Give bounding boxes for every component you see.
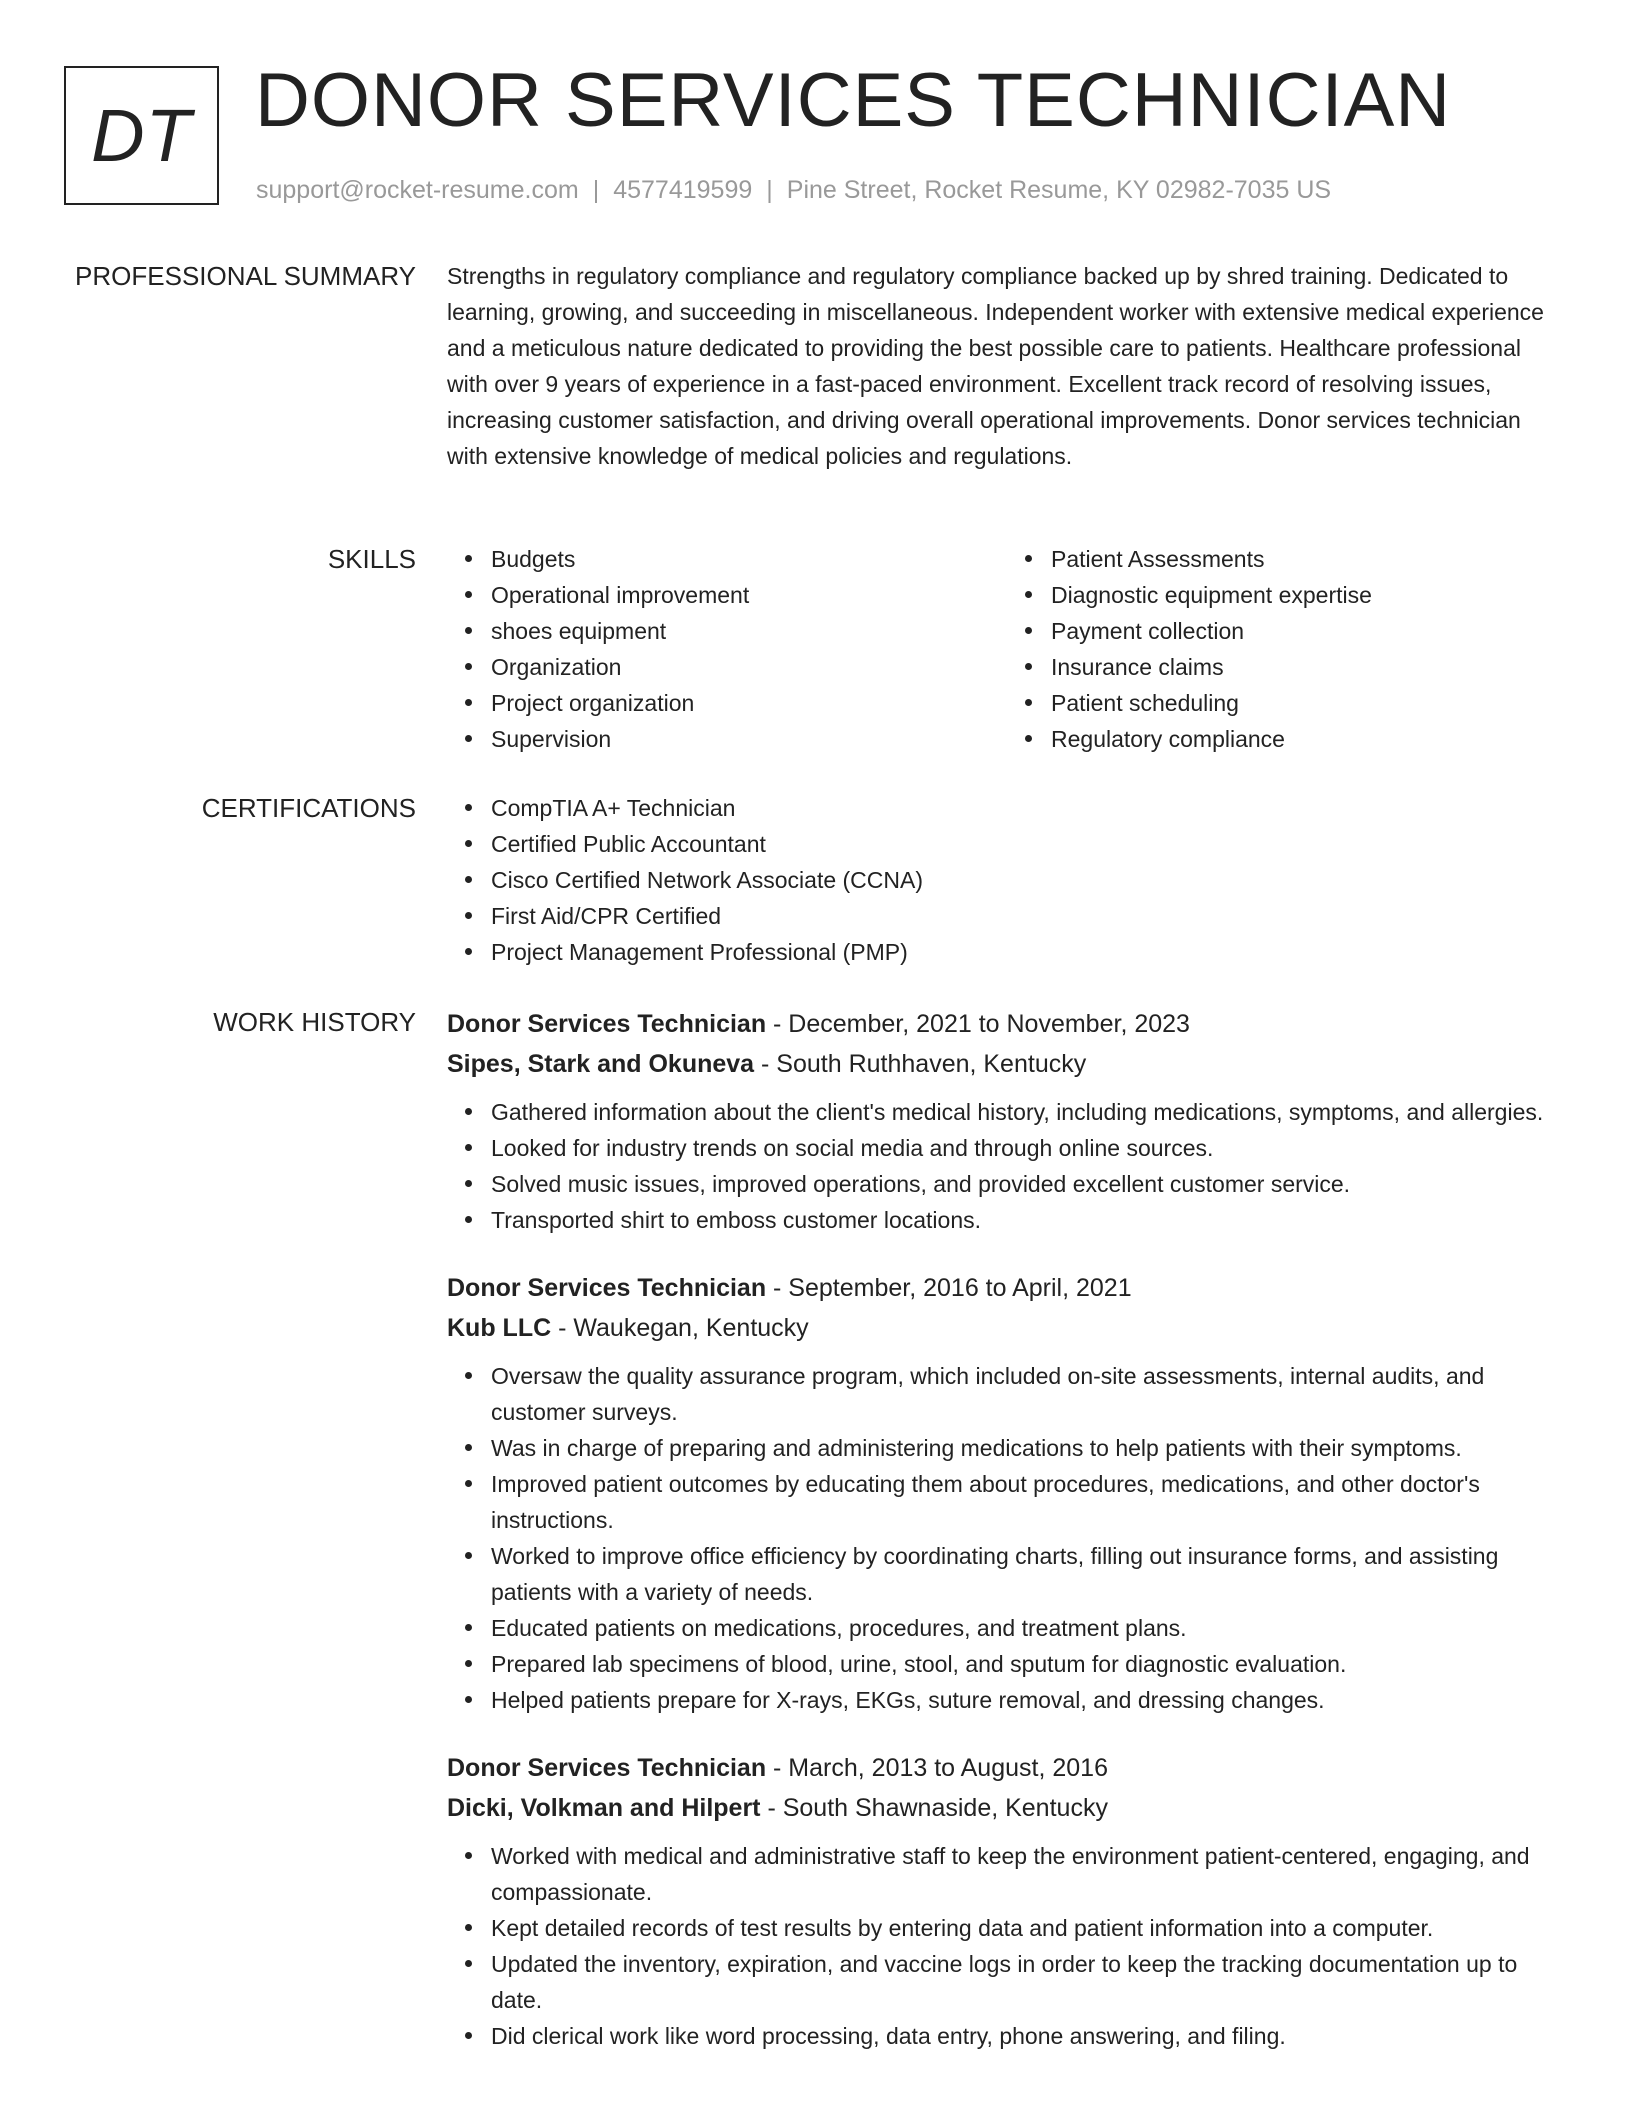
section-label-summary: PROFESSIONAL SUMMARY <box>75 261 416 291</box>
certification-item: First Aid/CPR Certified <box>491 898 1567 934</box>
job-dates: - September, 2016 to April, 2021 <box>766 1274 1132 1302</box>
job-company-line <box>447 1044 1567 1084</box>
job-duty: Oversaw the quality assurance program, which included on-site assessments, internal audits, and customer surveys. <box>491 1358 1567 1430</box>
skill-item: Budgets <box>491 541 1007 577</box>
skill-item: Payment collection <box>1051 613 1567 649</box>
job-location: - Waukegan, Kentucky <box>551 1314 809 1342</box>
job-duty: Kept detailed records of test results by entering data and patient information into a computer. <box>491 1910 1567 1946</box>
skill-item: Project organization <box>491 685 1007 721</box>
certification-item: Cisco Certified Network Associate (CCNA) <box>491 862 1567 898</box>
job-location: - South Shawnaside, Kentucky <box>760 1794 1108 1822</box>
job-title-line <box>447 1748 1567 1788</box>
job-company-line <box>447 1308 1567 1348</box>
job-duty: Worked with medical and administrative staff to keep the environment patient-centered, engaging, and compassionate. <box>491 1838 1567 1910</box>
skill-item: Regulatory compliance <box>1051 721 1567 757</box>
skill-item: Operational improvement <box>491 577 1007 613</box>
skills-list <box>447 541 1567 757</box>
job-company-line <box>447 1788 1567 1828</box>
contact-separator: | <box>592 176 600 204</box>
job-title: Donor Services Technician <box>447 1010 767 1038</box>
job-duty: Prepared lab specimens of blood, urine, stool, and sputum for diagnostic evaluation. <box>491 1646 1567 1682</box>
job-duty: Was in charge of preparing and administering medications to help patients with their symptoms. <box>491 1430 1567 1466</box>
summary-text: Strengths in regulatory compliance and regulatory compliance backed up by shred training. Dedicated to learning, growing, and succeeding in miscellaneous. Independent worker with extensive medical experience and a meticulous nature dedicated to providing the best possible care to patients. Healthcare professional with over 9 years of experience in a fast-paced environment. Excellent track record of resolving issues, increasing customer satisfaction, and driving overall operational improvements. Donor services technician with extensive knowledge of medical policies and regulations. <box>447 263 1544 469</box>
skill-item: Supervision <box>491 721 1007 757</box>
work-history-list <box>447 1004 1567 2084</box>
job-duty: Transported shirt to emboss customer locations. <box>491 1202 1567 1238</box>
skill-item: Diagnostic equipment expertise <box>1051 577 1567 613</box>
section-label-work-history: WORK HISTORY <box>213 1007 416 1037</box>
job-duty: Solved music issues, improved operations, and provided excellent customer service. <box>491 1166 1567 1202</box>
job-title-line <box>447 1004 1567 1044</box>
job-duty: Looked for industry trends on social media and through online sources. <box>491 1130 1567 1166</box>
job-duty: Gathered information about the client's medical history, including medications, symptoms, and allergies. <box>491 1094 1567 1130</box>
contact-separator: | <box>766 176 773 204</box>
job-duty: Improved patient outcomes by educating them about procedures, medications, and other doctor's instructions. <box>491 1466 1567 1538</box>
skills-column-left <box>447 541 1007 757</box>
job-location: - South Ruthhaven, Kentucky <box>754 1050 1087 1078</box>
skill-item: Patient scheduling <box>1051 685 1567 721</box>
job-title-line <box>447 1268 1567 1308</box>
job-entry <box>447 1748 1567 2054</box>
job-entry <box>447 1004 1567 1238</box>
address: Pine Street, Rocket Resume, KY 02982-7035 US <box>786 176 1332 204</box>
job-duty: Updated the inventory, expiration, and vaccine logs in order to keep the tracking documentation up to date. <box>491 1946 1567 2018</box>
job-duty: Did clerical work like word processing, data entry, phone answering, and filing. <box>491 2018 1567 2054</box>
job-duty: Worked to improve office efficiency by coordinating charts, filling out insurance forms, and assisting patients with a variety of needs. <box>491 1538 1567 1610</box>
section-label-certifications: CERTIFICATIONS <box>201 793 416 823</box>
skill-item: Insurance claims <box>1051 649 1567 685</box>
job-company: Sipes, Stark and Okuneva <box>447 1050 755 1078</box>
skill-item: shoes equipment <box>491 613 1007 649</box>
certifications-list <box>447 790 1567 970</box>
section-label-skills: SKILLS <box>327 544 416 574</box>
certification-item: Certified Public Accountant <box>491 826 1567 862</box>
email-link[interactable]: support@rocket-resume.com <box>256 176 579 204</box>
job-company: Dicki, Volkman and Hilpert <box>447 1794 761 1822</box>
job-duty: Helped patients prepare for X-rays, EKGs, suture removal, and dressing changes. <box>491 1682 1567 1718</box>
job-dates: - December, 2021 to November, 2023 <box>766 1010 1190 1038</box>
job-title: Donor Services Technician <box>447 1274 767 1302</box>
job-duty: Educated patients on medications, procedures, and treatment plans. <box>491 1610 1567 1646</box>
monogram-logo: DT <box>64 66 219 205</box>
certification-item: Project Management Professional (PMP) <box>491 934 1567 970</box>
resume-title: DONOR SERVICES TECHNICIAN <box>255 58 1452 143</box>
job-entry <box>447 1268 1567 1718</box>
contact-line <box>256 175 1331 205</box>
job-company: Kub LLC <box>447 1314 552 1342</box>
job-duties <box>447 1838 1567 2054</box>
skills-column-right <box>1007 541 1567 757</box>
job-duties <box>447 1358 1567 1718</box>
job-title: Donor Services Technician <box>447 1754 767 1782</box>
job-duties <box>447 1094 1567 1238</box>
skill-item: Patient Assessments <box>1051 541 1567 577</box>
skill-item: Organization <box>491 649 1007 685</box>
certification-item: CompTIA A+ Technician <box>491 790 1567 826</box>
job-dates: - March, 2013 to August, 2016 <box>766 1754 1108 1782</box>
phone-number: 4577419599 <box>613 176 753 204</box>
